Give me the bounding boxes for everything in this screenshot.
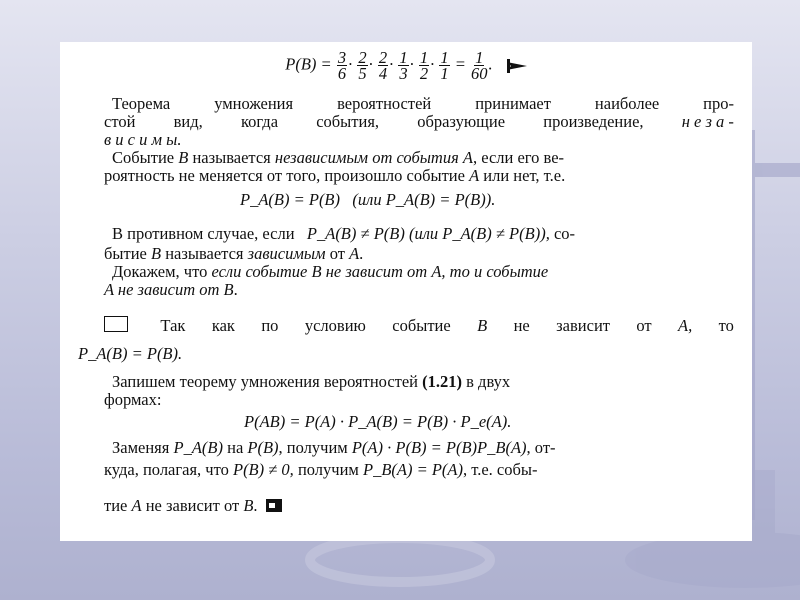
theorem-line-2: стой вид, когда события, образующие произведение, н е з а - [104,112,734,131]
formula-probability-b: P(B) = $\frac{3}{6}$ · $\frac{2}{5}$ · $\frac{2}{4}$ · $\frac{1}{3}$ · $\frac{1}{2}$ · $\frac{1}{1}$ = $\frac{1}{60}$ . [60,50,752,81]
write-line-2: формах: [104,390,162,409]
dependent-line-2: бытие B называется зависимым от A. [104,244,364,263]
definition-line-1: Событие B называется независимым от события A, если его ве- [112,148,565,167]
conclusion-line-1: Заменяя P_A(B) на P(B), получим P(A) · P(B) = P(B)P_B(A), от- [112,438,556,457]
dependent-line-1: В противном случае, если P_A(B) ≠ P(B) (или P_A(B) ≠ P(B)), со- [112,224,576,243]
proof-line-1: Так как по условию событие B не зависит от A, то [104,316,734,336]
formula-independence: P_A(B) = P(B) (или P_A(B) = P(B)). [240,190,496,209]
theorem-line-1: Теорема умножения вероятностей принимает наиболее про- [112,94,734,113]
formula-lhs: P(B) = [285,54,332,74]
conclusion-line-3: тие A не зависит от B. [104,496,282,516]
fraction-2: $\frac{2}{5}$ [358,48,367,83]
fraction-3: $\frac{2}{4}$ [378,48,388,83]
theorem-line-3: в и с и м ы. [104,130,182,149]
textbook-page [60,42,752,541]
proof-end-icon [266,499,282,512]
proof-line-2: P_A(B) = P(B). [78,344,183,363]
conclusion-line-2: куда, полагая, что P(B) ≠ 0, получим P_B(A) = P(A), т.е. собы- [104,460,538,479]
fraction-5: $\frac{1}{2}$ [419,48,429,83]
definition-line-2: роятность не меняется от того, произошло событие A или нет, т.е. [104,166,566,185]
formula-multiplication: P(AB) = P(A) · P_A(B) = P(B) · P_e(A). [244,412,512,431]
fraction-1: $\frac{3}{6}$ [337,48,347,83]
claim-line-1: Докажем, что если событие B не зависит от A, то и событие [112,262,549,281]
fraction-result: $\frac{1}{60}$ [470,48,488,83]
fraction-6: $\frac{1}{1}$ [440,48,449,83]
proof-start-box-icon [104,316,134,336]
fraction-4: $\frac{1}{3}$ [399,48,408,83]
claim-line-2: A не зависит от B. [104,280,238,299]
arrow-icon [507,59,527,73]
write-line-1: Запишем теорему умножения вероятностей (1.21) в двух [112,372,511,391]
